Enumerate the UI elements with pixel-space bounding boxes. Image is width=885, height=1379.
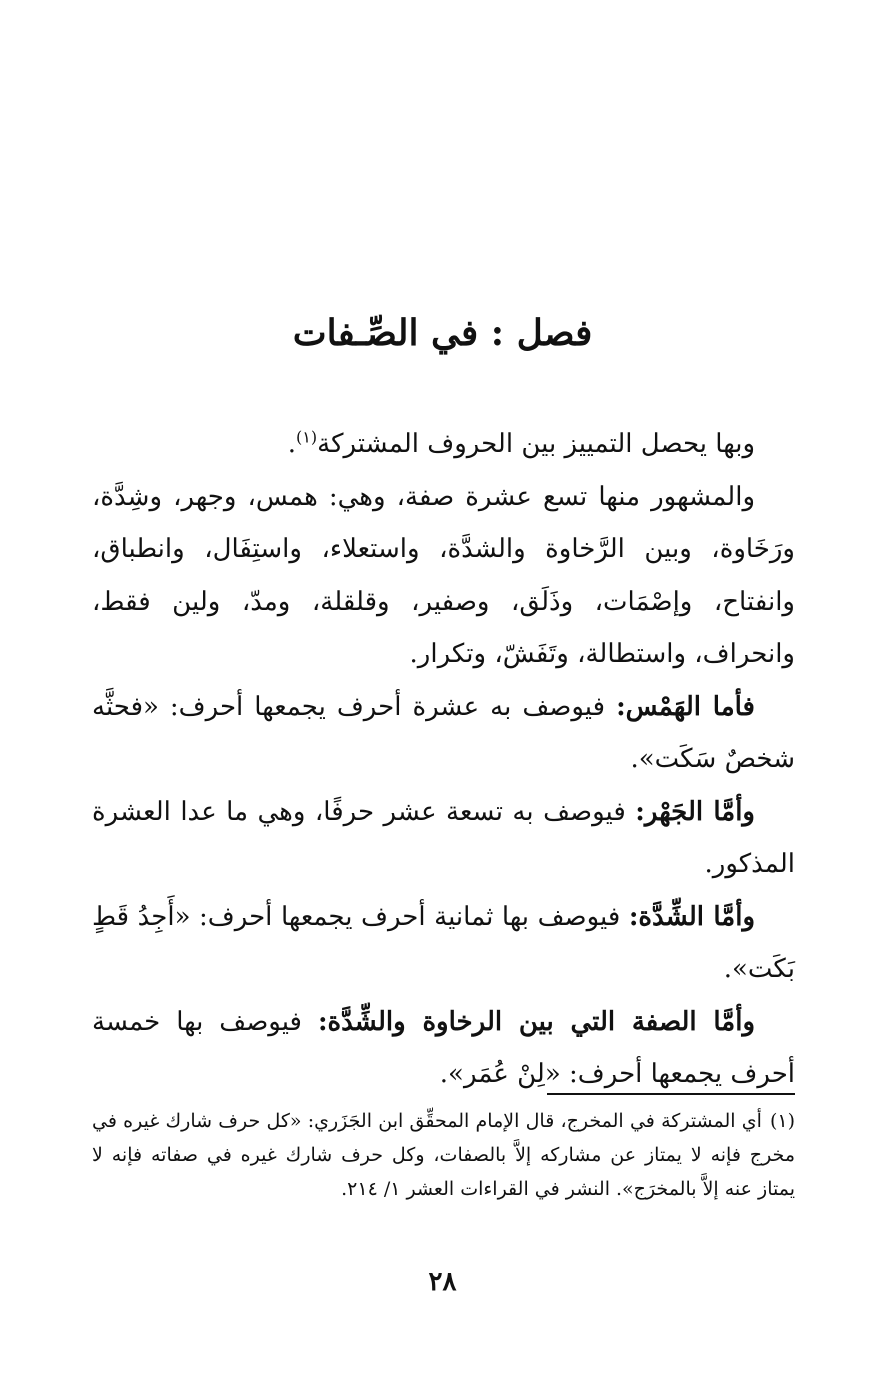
paragraph-1-end: . — [287, 429, 297, 459]
footnote-number: (١) — [769, 1110, 795, 1132]
paragraph-4-term: وأمَّا الجَهْر: — [635, 796, 755, 827]
footnote-divider — [547, 1093, 795, 1095]
page-number: ٢٨ — [428, 1267, 457, 1297]
paragraph-1 — [92, 418, 795, 471]
paragraph-6-term: وأمَّا الصفة التي بين الرخاوة والشِّدَّة: — [317, 1006, 755, 1037]
paragraph-5-text: فيوصف بها ثمانية أحرف يجمعها أحرف: «أَجِدُ قَطٍ بَكَت». — [92, 901, 795, 984]
main-text — [92, 418, 795, 1101]
paragraph-2: والمشهور منها تسع عشرة صفة، وهي: همس، وجهر، وشِدَّة، ورَخَاوة، وبين الرَّخاوة والشدَّة، واستعلاء، واستِفَال، وانطباق، وانفتاح، وإصْمَات، وذَلَق، وصفير، وقلقلة، ومدّ، ولين فقط، وانحراف، واستطالة، وتَفَشّ، وتكرار. — [92, 481, 795, 669]
paragraph-1-text: وبها يحصل التمييز بين الحروف المشتركة — [317, 429, 755, 459]
paragraph-3-text: فيوصف به عشرة أحرف يجمعها أحرف: «فحثَّه شخصٌ سَكَت». — [92, 691, 795, 774]
footnote — [92, 1104, 795, 1206]
footnote-reference[interactable]: (١) — [296, 427, 318, 447]
paragraph-4-text: فيوصف به تسعة عشر حرفًا، وهي ما عدا العشرة المذكور. — [92, 796, 795, 879]
paragraph-6-text: فيوصف بها خمسة أحرف يجمعها أحرف: «لِنْ عُمَر». — [92, 1006, 795, 1089]
paragraph-6 — [92, 996, 795, 1101]
paragraph-5 — [92, 891, 795, 996]
footnote-text: أي المشتركة في المخرج، قال الإمام المحقِّق ابن الجَزَري: «كل حرف شارك غيره في مخرج فإنه لا يمتاز عن مشاركه إلاَّ بالصفات، وكل حرف شارك غيره في صفاته فإنه لا يمتاز عنه إلاَّ بالمخرَج». النشر في القراءات العشر ١/ ٢١٤. — [92, 1110, 795, 1200]
paragraph-4 — [92, 786, 795, 891]
paragraph-5-term: وأمَّا الشِّدَّة: — [628, 901, 755, 932]
paragraph-3-term: فأما الهَمْس: — [616, 691, 755, 722]
section-title: فصل : في الصِّـفات — [292, 312, 593, 354]
paragraph-3 — [92, 681, 795, 786]
